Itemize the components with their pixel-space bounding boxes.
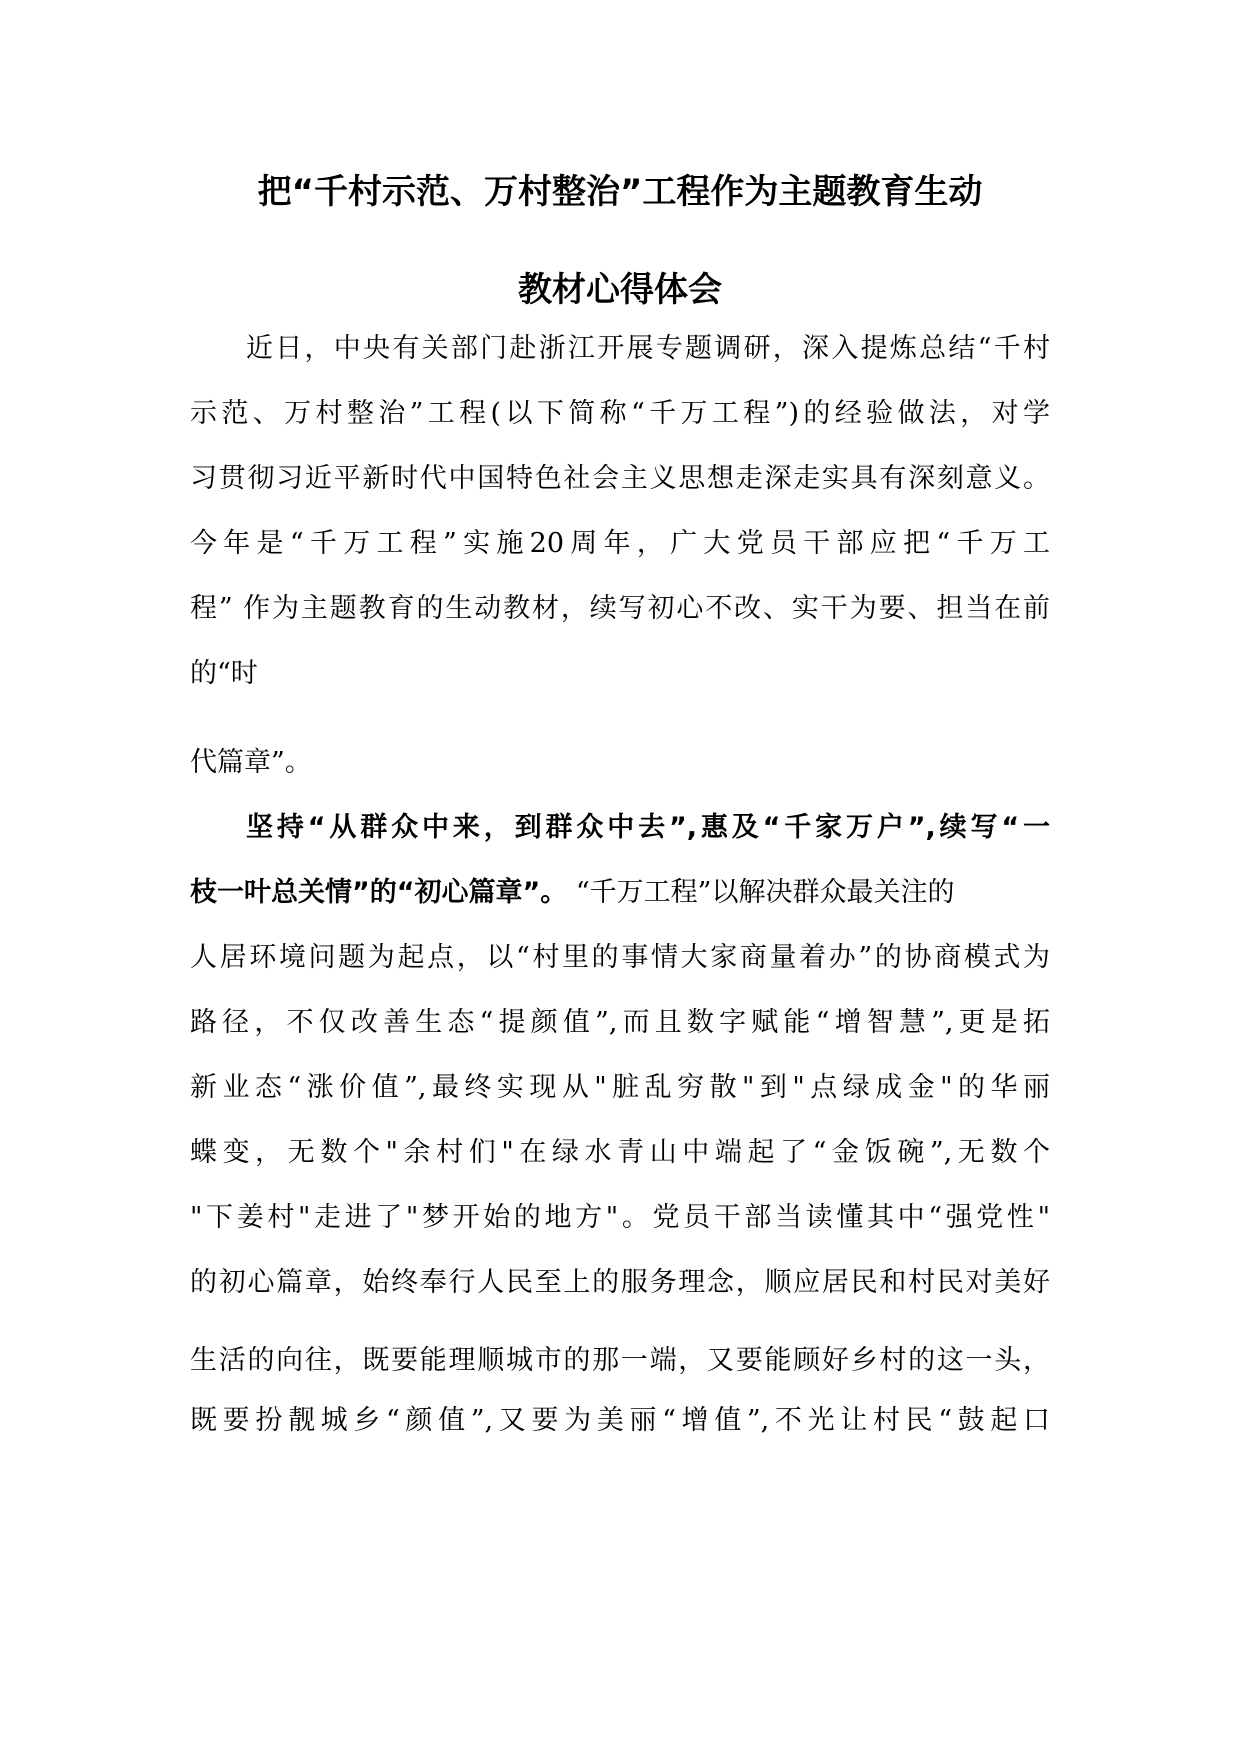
paragraph-2-line-9: 既要扮靓城乡“颜值”,又要为美丽“增值”,不光让村民“鼓起口 <box>190 1405 1050 1436</box>
paragraph-2-line-4: 新业态“涨价值”,最终实现从"脏乱穷散"到"点绿成金"的华丽 <box>190 1072 1050 1103</box>
paragraph-2-line-1-text: “千万工程”以解决群众最关注的 <box>567 877 955 908</box>
paragraph-1-line-4: 今年是“千万工程”实施20周年，广大党员干部应把“千万工 <box>190 528 1050 559</box>
paragraph-1-line-5: 程” 作为主题教育的生动教材，续写初心不改、实干为要、担当在前 <box>190 593 1050 624</box>
paragraph-2-line-3: 路径，不仅改善生态“提颜值”,而且数字赋能“增智慧”,更是拓 <box>190 1007 1050 1038</box>
paragraph-2-line-2: 人居环境问题为起点，以“村里的事情大家商量着办”的协商模式为 <box>190 942 1050 973</box>
paragraph-1-line-2: 示范、万村整治”工程(以下简称“千万工程”)的经验做法，对学 <box>190 398 1050 429</box>
paragraph-2-line-6: "下姜村"走进了"梦开始的地方"。党员干部当读懂其中“强党性" <box>190 1202 1050 1233</box>
paragraph-1-line-7: 代篇章”。 <box>190 747 312 778</box>
paragraph-2-line-7: 的初心篇章，始终奉行人民至上的服务理念，顺应居民和村民对美好 <box>190 1267 1050 1298</box>
paragraph-2-heading-line-2: 枝一叶总关情”的“初心篇章”。 <box>190 877 568 908</box>
paragraph-1-line-6: 的“时 <box>190 658 258 689</box>
paragraph-2-line-8: 生活的向往，既要能理顺城市的那一端，又要能顾好乡村的这一头， <box>190 1345 1050 1376</box>
paragraph-2-line-1 <box>190 873 1050 913</box>
paragraph-1-line-3: 习贯彻习近平新时代中国特色社会主义思想走深走实具有深刻意义。 <box>190 463 1050 494</box>
document-title-line-1: 把“千村示范、万村整治”工程作为主题教育生动 <box>257 172 983 212</box>
paragraph-2-heading-line-1: 坚持“从群众中来，到群众中去”,惠及“千家万户”,续写“一 <box>246 812 1050 843</box>
paragraph-1-line-1: 近日，中央有关部门赴浙江开展专题调研，深入提炼总结“千村 <box>246 333 1050 364</box>
paragraph-2-line-5: 蝶变，无数个"余村们"在绿水青山中端起了“金饭碗”,无数个 <box>190 1137 1050 1168</box>
document-title-line-2: 教材心得体会 <box>518 270 722 310</box>
